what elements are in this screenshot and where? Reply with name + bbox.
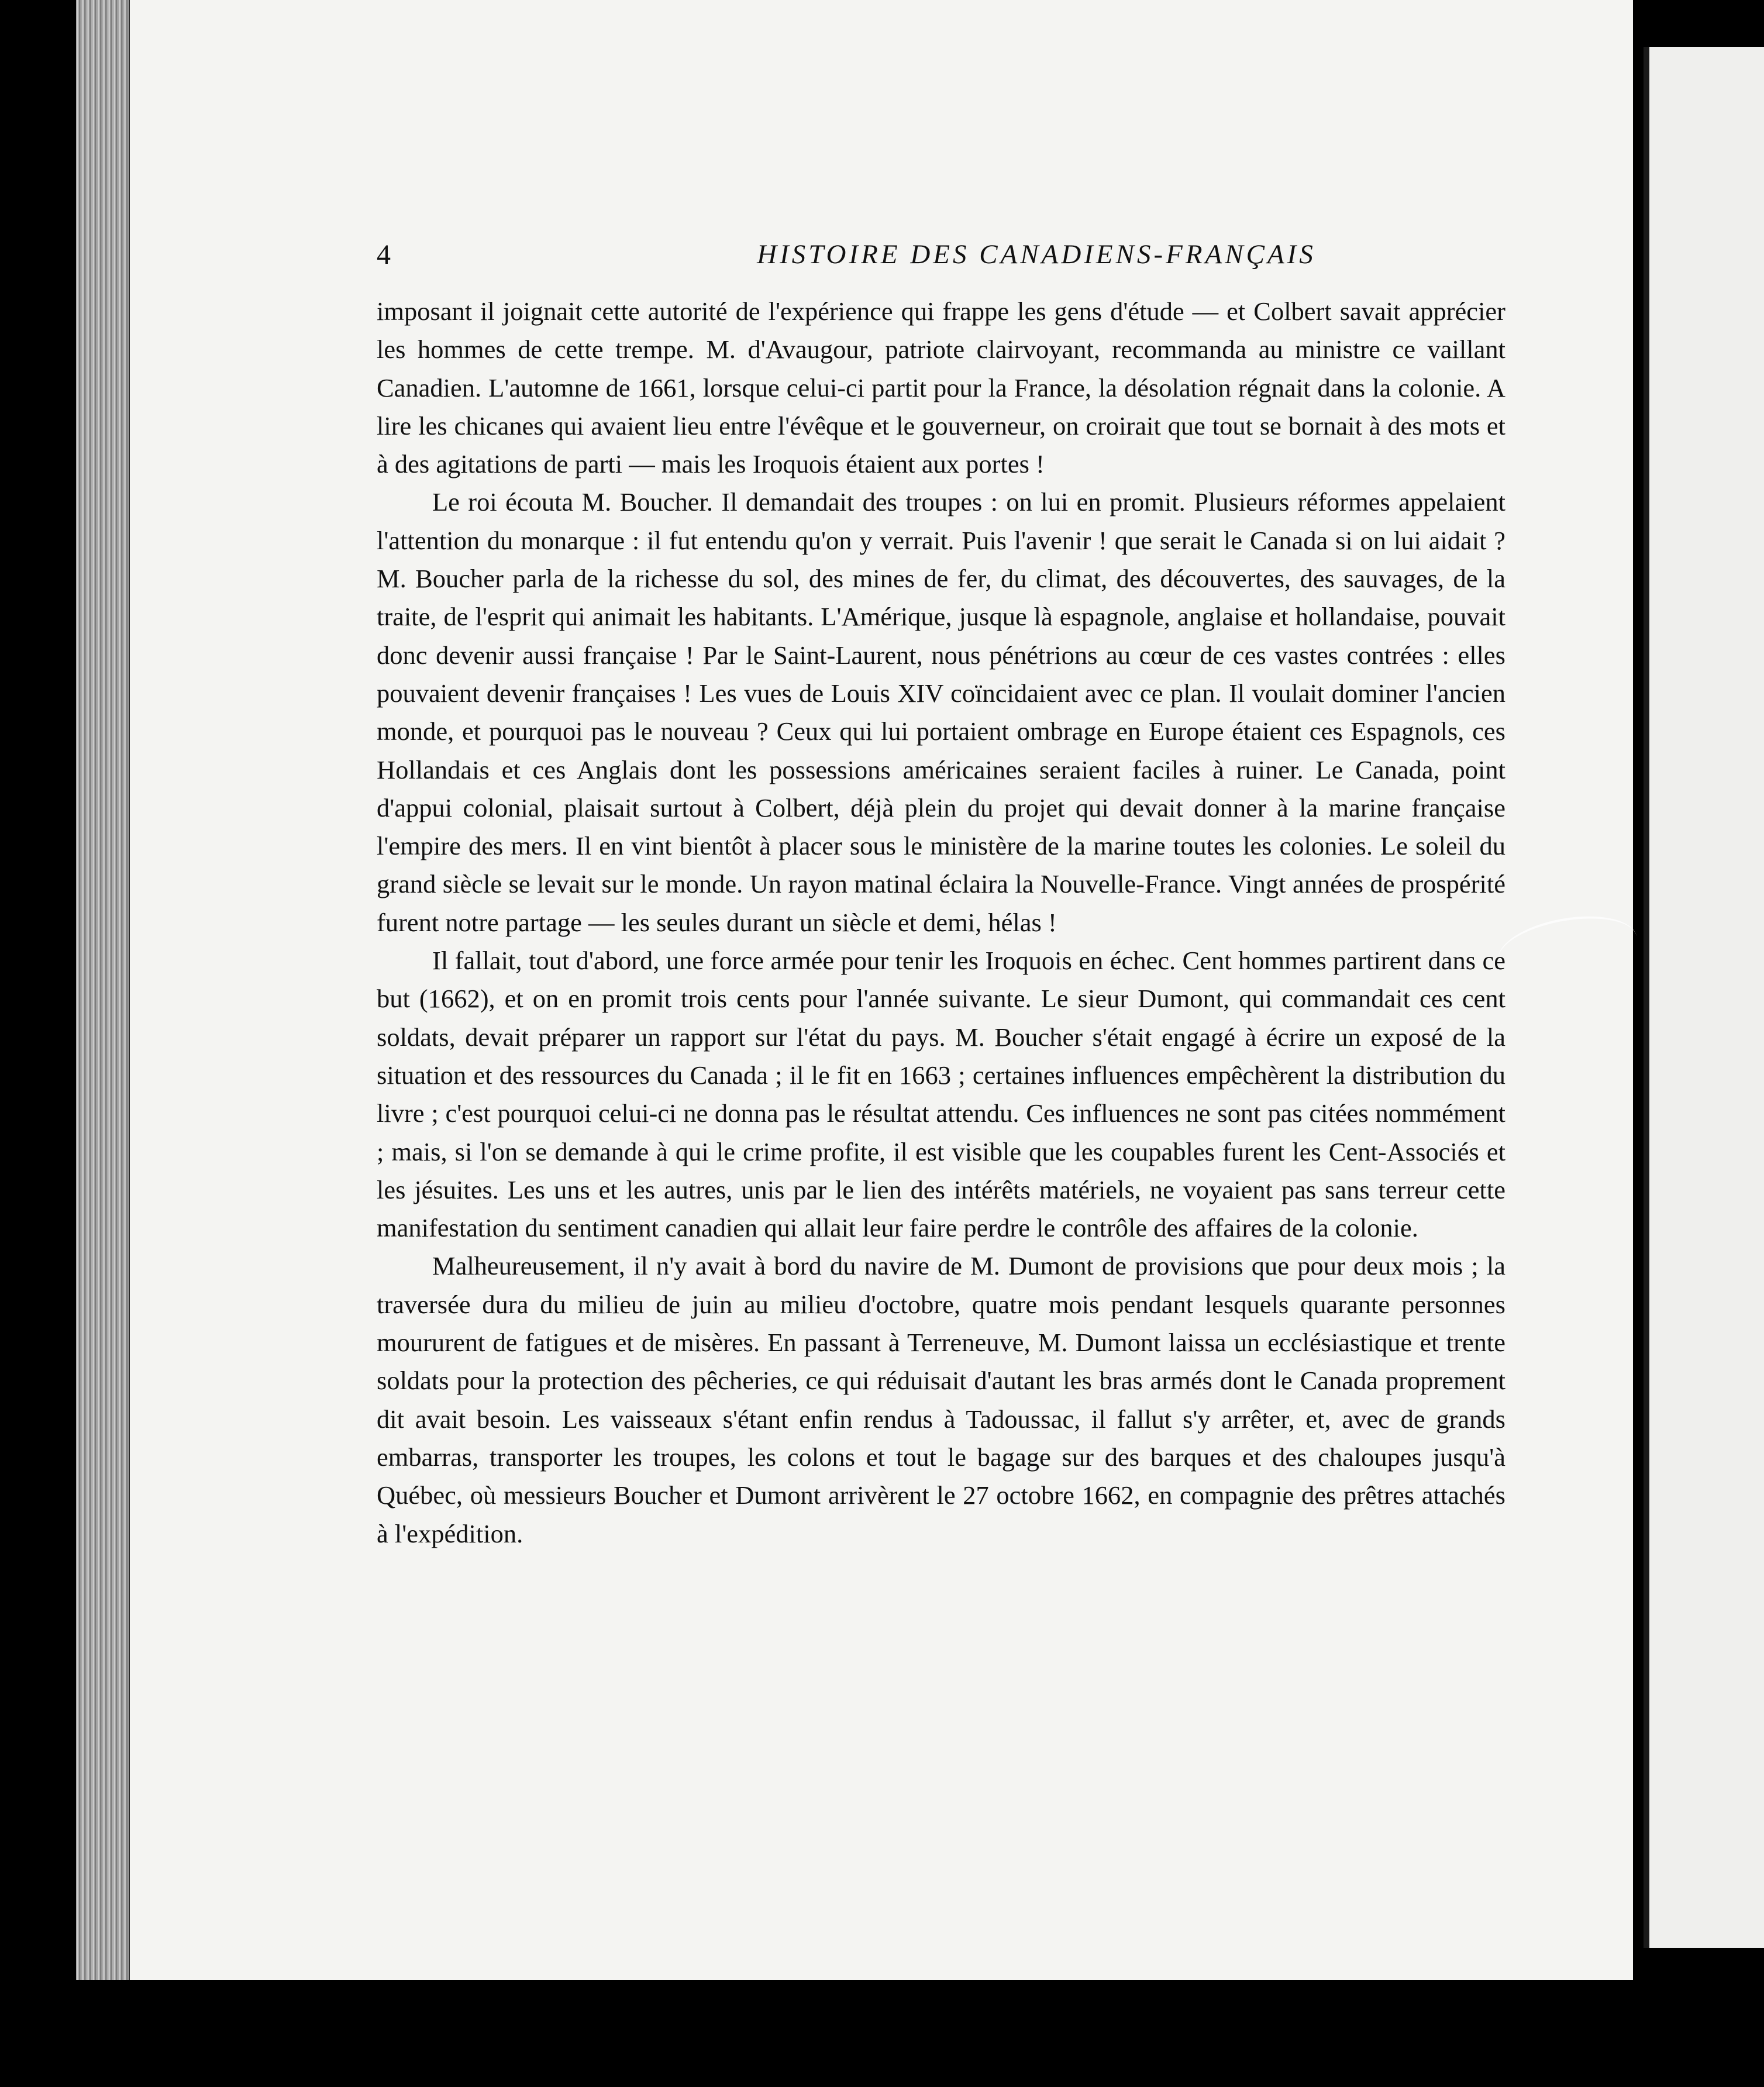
- paragraph: imposant il joignait cette autorité de l'expérience qui frappe les gens d'étude — et Colbert savait apprécier les hommes de cette trempe. M. d'Avaugour, patriote clairvoyant, recommanda au ministre ce vaillant Canadien. L'automne de 1661, lorsque celui-ci partit pour la France, la désolation régnait dans la colonie. A lire les chicanes qui avaient lieu entre l'évêque et le gouverneur, on croirait que tout se bornait à des mots et à des agitations de parti — mais les Iroquois étaient aux portes !: [377, 297, 1505, 479]
- body-text: [377, 292, 1505, 1553]
- running-title: HISTOIRE DES CANADIENS-FRANÇAIS: [757, 239, 1316, 270]
- book-binding-edge: [76, 0, 131, 1980]
- paragraph: Le roi écouta M. Boucher. Il demandait des troupes : on lui en promit. Plusieurs réformes appelaient l'attention du monarque : il fut entendu qu'on y verrait. Puis l'avenir ! que serait le Canada si on lui aidait ? M. Boucher parla de la richesse du sol, des mines de fer, du climat, des découvertes, des sauvages, de la traite, de l'esprit qui animait les habitants. L'Amérique, jusque là espagnole, anglaise et hollandaise, pouvait donc devenir aussi française ! Par le Saint-Laurent, nous pénétrions au cœur de ces vastes contrées : elles pouvaient devenir françaises ! Les vues de Louis XIV coïncidaient avec ce plan. Il voulait dominer l'ancien monde, et pourquoi pas le nouveau ? Ceux qui lui portaient ombrage en Europe étaient ces Espagnols, ces Hollandais et ces Anglais dont les possessions américaines seraient faciles à ruiner. Le Canada, point d'appui colonial, plaisait surtout à Colbert, déjà plein du projet qui devait donner à la marine française l'empire des mers. Il en vint bientôt à placer sous le ministère de la marine toutes les colonies. Le soleil du grand siècle se levait sur le monde. Un rayon matinal éclaira la Nouvelle-France. Vingt années de prospérité furent notre partage — les seules durant un siècle et demi, hélas !: [377, 487, 1505, 937]
- book-page: [130, 0, 1633, 1980]
- paragraph: Malheureusement, il n'y avait à bord du navire de M. Dumont de provisions que pour deux mois ; la traversée dura du milieu de juin au milieu d'octobre, quatre mois pendant lesquels quarante personnes moururent de fatigues et de misères. En passant à Terreneuve, M. Dumont laissa un ecclésiastique et trente soldats pour la protection des pêcheries, ce qui réduisait d'autant les bras armés dont le Canada proprement dit avait besoin. Les vaisseaux s'étant enfin rendus à Tadoussac, il fallut s'y arrêter, et, avec de grands embarras, transporter les troupes, les colons et tout le bagage sur des barques et des chaloupes jusqu'à Québec, où messieurs Boucher et Dumont arrivèrent le 27 octobre 1662, en compagnie des prêtres attachés à l'expédition.: [377, 1251, 1505, 1548]
- page-header: [130, 239, 1633, 280]
- page-number: 4: [377, 239, 391, 270]
- paragraph: Il fallait, tout d'abord, une force armée pour tenir les Iroquois en échec. Cent hommes partirent dans ce but (1662), et on en promit trois cents pour l'année suivante. Le sieur Dumont, qui commandait ces cent soldats, devait préparer un rapport sur l'état du pays. M. Boucher s'était engagé à écrire un exposé de la situation et des ressources du Canada ; il le fit en 1663 ; certaines influences empêchèrent la distribution du livre ; c'est pourquoi celui-ci ne donna pas le résultat attendu. Ces influences ne sont pas citées nommément ; mais, si l'on se demande à qui le crime profite, il est visible que les coupables furent les Cent-Associés et les jésuites. Les uns et les autres, unis par le lien des intérêts matériels, ne voyaient pas sans terreur cette manifestation du sentiment canadien qui allait leur faire perdre le contrôle des affaires de la colonie.: [377, 946, 1505, 1243]
- facing-page-edge: [1644, 47, 1764, 1948]
